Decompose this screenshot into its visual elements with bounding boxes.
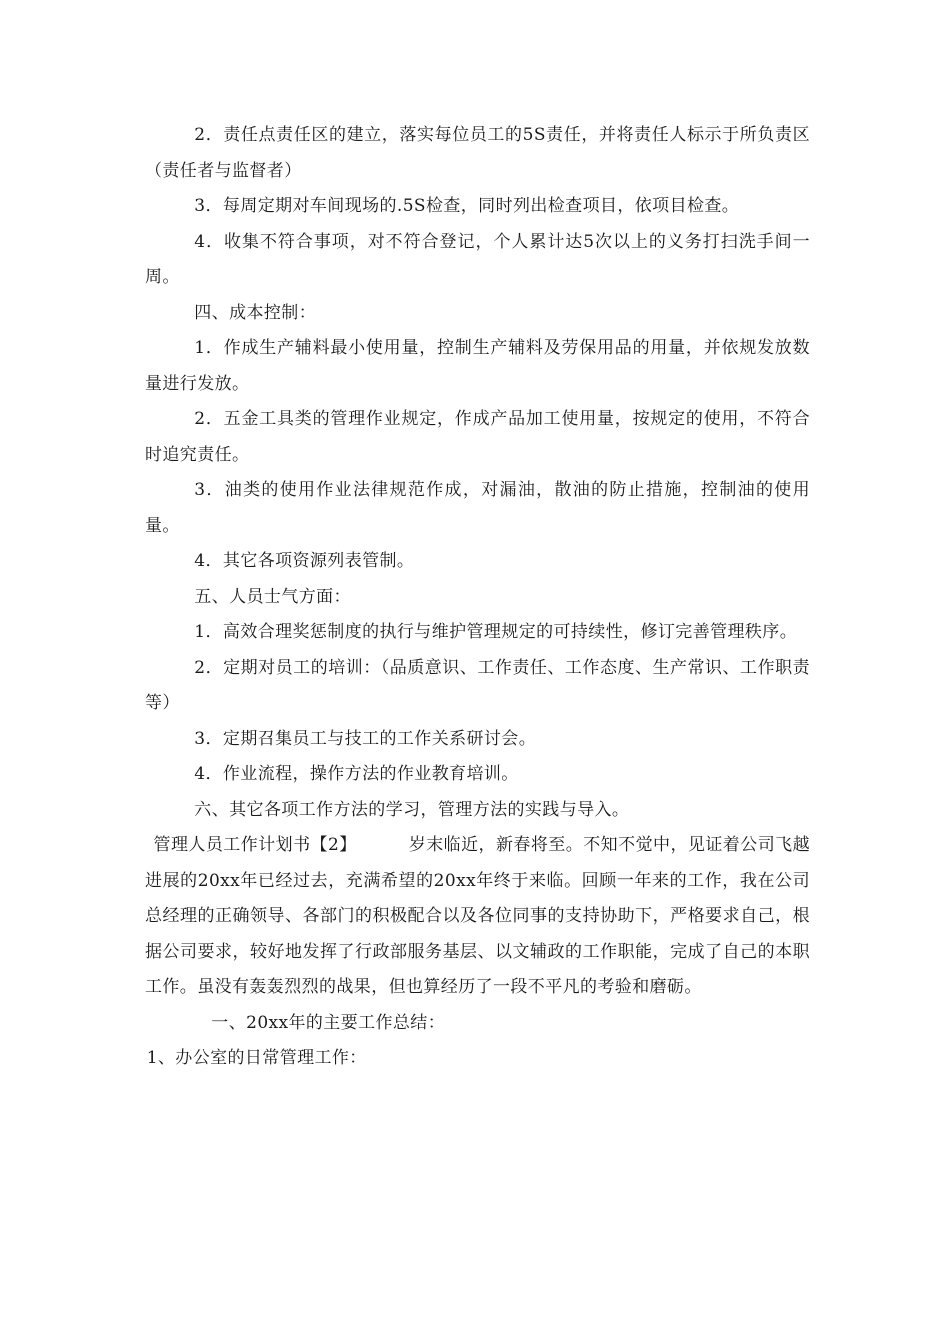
paragraph-morale-item-3: 3．定期召集员工与技工的工作关系研讨会。 bbox=[194, 728, 537, 749]
paragraph-item-4-nonconformity: 4．收集不符合事项，对不符合登记，个人累计达5次以上的义务打扫洗手间一周。 bbox=[145, 231, 810, 287]
paragraph-cost-item-4: 4．其它各项资源列表管制。 bbox=[194, 551, 415, 571]
paragraph-cost-item-1: 1．作成生产辅料最小使用量，控制生产辅料及劳保用品的用量，并依规发放数量进行发放。 bbox=[145, 338, 810, 394]
section-heading-morale: 五、人员士气方面： bbox=[194, 586, 351, 607]
section-heading-cost-control: 四、成本控制： bbox=[194, 302, 317, 323]
document-body bbox=[145, 118, 810, 1077]
section2-paragraph bbox=[145, 828, 810, 1006]
paragraph-item-2-responsibility: 2．责任点责任区的建立，落实每位员工的5S责任，并将责任人标示于所负责区（责任者与监督者） bbox=[145, 125, 810, 181]
section-heading-other-methods: 六、其它各项工作方法的学习，管理方法的实践与导入。 bbox=[194, 799, 630, 820]
section2-heading: 管理人员工作计划书【2】 bbox=[153, 835, 357, 855]
section2-body: 岁末临近，新春将至。不知不觉中，见证着公司飞越进展的20xx年已经过去，充满希望的20xx年终于来临。回顾一年来的工作，我在公司总经理的正确领导、各部门的积极配合以及各位同事的支持协助下，严格要求自己，根据公司要求，较好地发挥了行政部服务基层、以文辅政的工作职能，完成了自己的本职工作。虽没有轰轰烈烈的战果，但也算经历了一段不平凡的考验和磨砺。 bbox=[145, 835, 811, 997]
summary-heading: 一、20xx年的主要工作总结： bbox=[211, 1012, 446, 1033]
paragraph-cost-item-2: 2．五金工具类的管理作业规定，作成产品加工使用量，按规定的使用，不符合时追究责任。 bbox=[145, 409, 810, 465]
paragraph-morale-item-1: 1．高效合理奖惩制度的执行与维护管理规定的可持续性，修订完善管理秩序。 bbox=[194, 622, 798, 642]
paragraph-cost-item-3: 3．油类的使用作业法律规范作成，对漏油，散油的防止措施，控制油的使用量。 bbox=[145, 480, 810, 536]
paragraph-morale-item-2: 2．定期对员工的培训：（品质意识、工作责任、工作态度、生产常识、工作职责等） bbox=[145, 657, 810, 713]
paragraph-morale-item-4: 4．作业流程，操作方法的作业教育培训。 bbox=[194, 764, 519, 784]
paragraph-item-3-weekly-check: 3．每周定期对车间现场的.5S检查，同时列出检查项目，依项目检查。 bbox=[194, 196, 740, 216]
summary-item-1: 1、办公室的日常管理工作： bbox=[146, 1048, 367, 1068]
